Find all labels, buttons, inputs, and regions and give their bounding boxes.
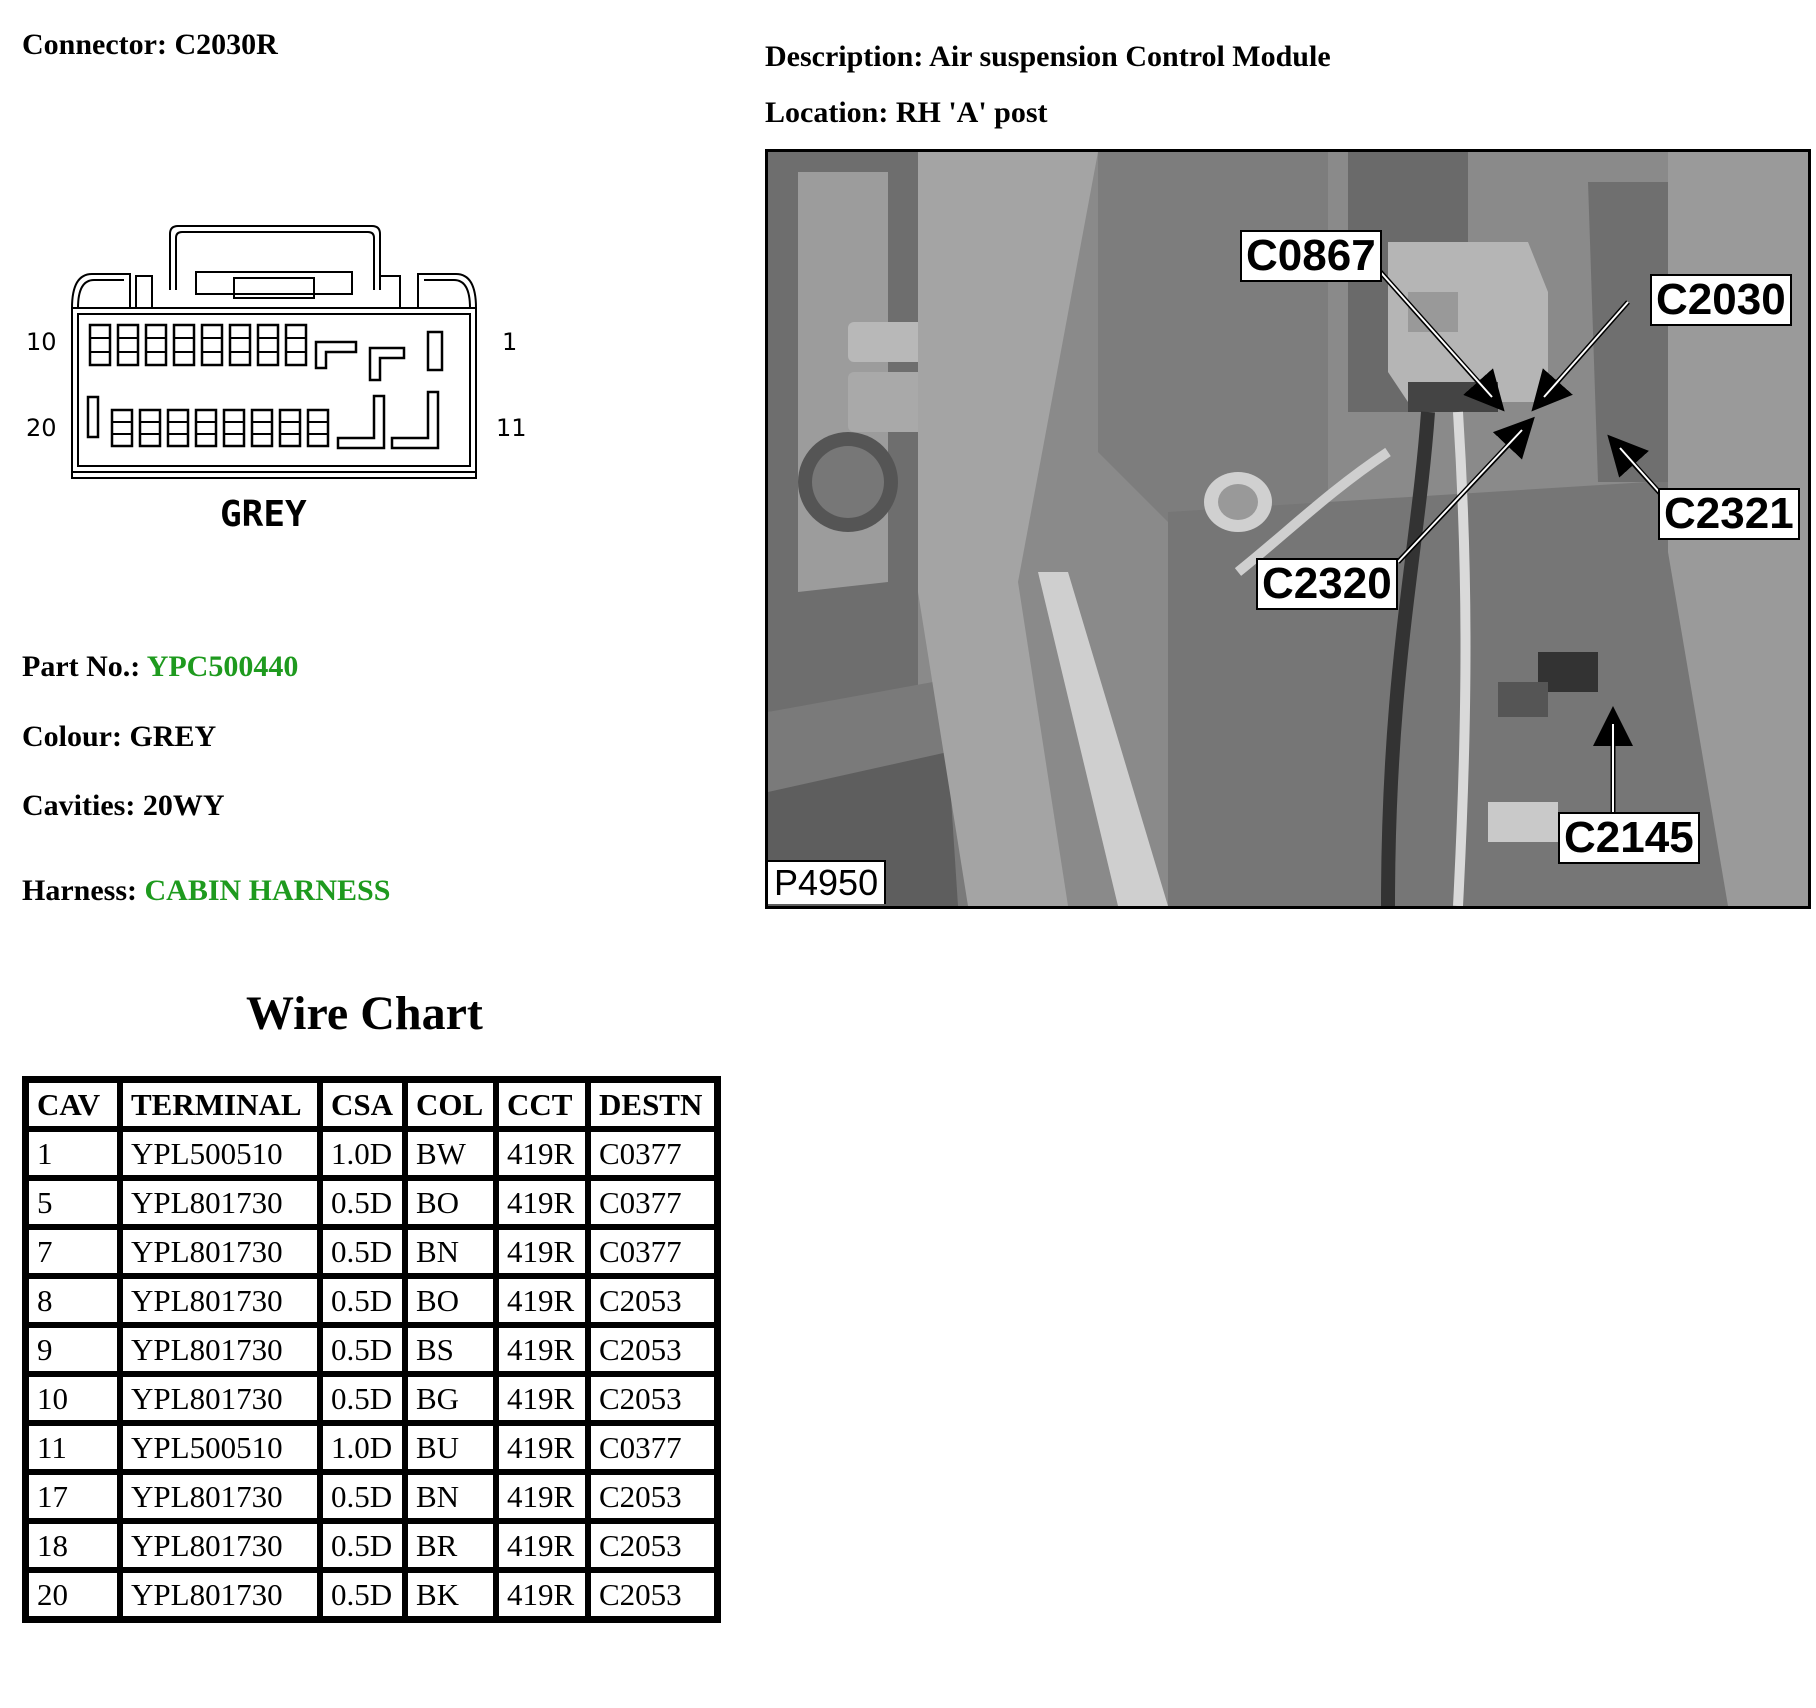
cell-csa: 0.5D — [320, 1227, 405, 1276]
cell-terminal: YPL801730 — [120, 1521, 320, 1570]
header-terminal: TERMINAL — [120, 1080, 320, 1129]
cell-cct: 419R — [496, 1325, 588, 1374]
connector-face-diagram — [20, 220, 540, 540]
cell-destn: C2053 — [588, 1374, 717, 1423]
cell-cct: 419R — [496, 1129, 588, 1178]
part-no-link[interactable]: YPC500440 — [146, 650, 299, 683]
cell-cav: 7 — [26, 1227, 120, 1276]
cell-terminal: YPL500510 — [120, 1129, 320, 1178]
cell-destn: C2053 — [588, 1325, 717, 1374]
cell-cav: 11 — [26, 1423, 120, 1472]
part-no-label: Part No.: — [22, 650, 141, 683]
pin-label-20: 20 — [26, 414, 57, 442]
connector-colour-label: GREY — [220, 494, 307, 535]
cell-col: BU — [405, 1423, 496, 1472]
cell-terminal: YPL500510 — [120, 1423, 320, 1472]
cell-terminal: YPL801730 — [120, 1276, 320, 1325]
cell-destn: C0377 — [588, 1423, 717, 1472]
pin-label-10: 10 — [26, 328, 57, 356]
cell-cct: 419R — [496, 1570, 588, 1619]
cell-cav: 18 — [26, 1521, 120, 1570]
part-no-line — [22, 650, 298, 684]
table-row — [26, 1178, 717, 1227]
cell-terminal: YPL801730 — [120, 1570, 320, 1619]
table-row — [26, 1129, 717, 1178]
cell-csa: 1.0D — [320, 1129, 405, 1178]
cell-csa: 0.5D — [320, 1325, 405, 1374]
cell-csa: 1.0D — [320, 1423, 405, 1472]
cell-destn: C0377 — [588, 1178, 717, 1227]
cell-terminal: YPL801730 — [120, 1178, 320, 1227]
table-row — [26, 1276, 717, 1325]
description-label: Description: — [765, 40, 924, 73]
cell-destn: C0377 — [588, 1129, 717, 1178]
location-photo — [765, 149, 1811, 909]
cell-csa: 0.5D — [320, 1276, 405, 1325]
location-line — [765, 96, 1048, 130]
header-cct: CCT — [496, 1080, 588, 1129]
colour-label: Colour: — [22, 720, 122, 753]
wire-chart-header-row — [26, 1080, 717, 1129]
header-cav: CAV — [26, 1080, 120, 1129]
header-csa: CSA — [320, 1080, 405, 1129]
cell-destn: C0377 — [588, 1227, 717, 1276]
header-destn: DESTN — [588, 1080, 717, 1129]
connector-label: Connector: — [22, 28, 167, 61]
description-value: Air suspension Control Module — [929, 40, 1331, 73]
cell-cct: 419R — [496, 1423, 588, 1472]
cell-cct: 419R — [496, 1276, 588, 1325]
table-row — [26, 1227, 717, 1276]
cell-col: BO — [405, 1276, 496, 1325]
cavities-label: Cavities: — [22, 789, 136, 822]
cell-col: BN — [405, 1227, 496, 1276]
location-label: Location: — [765, 96, 889, 129]
cell-cct: 419R — [496, 1472, 588, 1521]
cell-cav: 20 — [26, 1570, 120, 1619]
cell-terminal: YPL801730 — [120, 1325, 320, 1374]
cavities-value: 20WY — [142, 789, 225, 822]
colour-line — [22, 720, 216, 754]
cell-csa: 0.5D — [320, 1178, 405, 1227]
wire-chart-title: Wire Chart — [246, 987, 483, 1040]
cell-terminal: YPL801730 — [120, 1472, 320, 1521]
cell-col: BN — [405, 1472, 496, 1521]
cell-col: BG — [405, 1374, 496, 1423]
header-col: COL — [405, 1080, 496, 1129]
table-row — [26, 1570, 717, 1619]
cell-destn: C2053 — [588, 1521, 717, 1570]
location-value: RH 'A' post — [895, 96, 1048, 129]
cell-csa: 0.5D — [320, 1472, 405, 1521]
cell-terminal: YPL801730 — [120, 1227, 320, 1276]
harness-link[interactable]: CABIN HARNESS — [144, 874, 391, 907]
cell-col: BS — [405, 1325, 496, 1374]
cell-cav: 9 — [26, 1325, 120, 1374]
callout-c0867: C0867 — [1240, 230, 1382, 282]
cell-cav: 10 — [26, 1374, 120, 1423]
colour-value: GREY — [129, 720, 217, 753]
figure-reference: P4950 — [768, 860, 886, 904]
wire-chart-table — [22, 1076, 721, 1623]
cell-col: BO — [405, 1178, 496, 1227]
pin-label-11: 11 — [496, 414, 527, 442]
callout-c2030: C2030 — [1650, 274, 1792, 326]
cell-destn: C2053 — [588, 1276, 717, 1325]
cell-cct: 419R — [496, 1521, 588, 1570]
cell-csa: 0.5D — [320, 1570, 405, 1619]
cell-col: BR — [405, 1521, 496, 1570]
cell-destn: C2053 — [588, 1570, 717, 1619]
cell-col: BW — [405, 1129, 496, 1178]
cell-csa: 0.5D — [320, 1521, 405, 1570]
connector-value: C2030R — [174, 28, 278, 61]
cell-cct: 419R — [496, 1178, 588, 1227]
cell-cav: 8 — [26, 1276, 120, 1325]
harness-label: Harness: — [22, 874, 137, 907]
cell-cav: 17 — [26, 1472, 120, 1521]
callout-c2145: C2145 — [1558, 812, 1700, 864]
cell-cav: 5 — [26, 1178, 120, 1227]
callout-c2321: C2321 — [1658, 488, 1800, 540]
table-row — [26, 1325, 717, 1374]
table-row — [26, 1423, 717, 1472]
cell-destn: C2053 — [588, 1472, 717, 1521]
table-row — [26, 1521, 717, 1570]
callout-c2320: C2320 — [1256, 558, 1398, 610]
cell-cct: 419R — [496, 1227, 588, 1276]
cell-csa: 0.5D — [320, 1374, 405, 1423]
harness-line — [22, 874, 390, 908]
cell-terminal: YPL801730 — [120, 1374, 320, 1423]
cell-cct: 419R — [496, 1374, 588, 1423]
cell-cav: 1 — [26, 1129, 120, 1178]
description-line — [765, 40, 1331, 74]
connector-line — [22, 28, 278, 62]
pin-label-1: 1 — [502, 328, 518, 356]
cavities-line — [22, 789, 224, 823]
cell-col: BK — [405, 1570, 496, 1619]
table-row — [26, 1472, 717, 1521]
table-row — [26, 1374, 717, 1423]
